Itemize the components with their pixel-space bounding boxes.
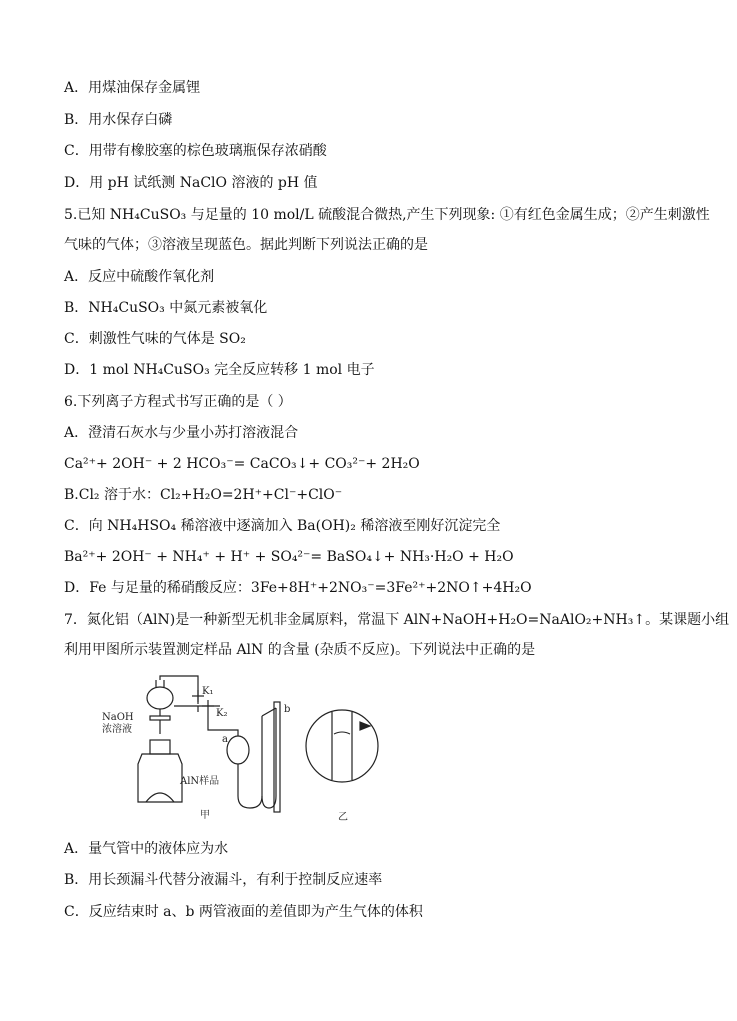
q5-stem-line2: 气味的气体；③溶液呈现蓝色。据此判断下列说法正确的是 (64, 237, 428, 253)
a-label: a (222, 734, 228, 745)
flask-neck (150, 740, 170, 754)
q5-stem-line1: 5.已知 NH₄CuSO₃ 与足量的 10 mol/L 硫酸混合微热,产生下列现象: ①有红色金属生成；②产生刺激性 (64, 207, 710, 223)
q6-option-a: A．澄清石灰水与少量小苏打溶液混合 (64, 425, 299, 441)
q7-option-a: A．量气管中的液体应为水 (64, 841, 229, 857)
burette-meniscus-view (306, 710, 378, 782)
q5-option-d: D．1 mol NH₄CuSO₃ 完全反应转移 1 mol 电子 (64, 362, 375, 378)
separatory-funnel-bulb (147, 687, 173, 709)
q4-option-d: D．用 pH 试纸测 NaClO 溶液的 pH 值 (64, 175, 318, 191)
q4-option-b: B．用水保存白磷 (64, 112, 173, 128)
b-label: b (284, 704, 291, 715)
q5-option-c: C．刺激性气味的气体是 SO₂ (64, 331, 246, 347)
q7-stem-line1: 7．氮化铝（AlN)是一种新型无机非金属原料，常温下 AlN+NaOH+H₂O=NaAlO₂+NH₃↑。某课题小组 (64, 612, 730, 628)
q6-option-b: B.Cl₂ 溶于水：Cl₂+H₂O=2H⁺+Cl⁻+ClO⁻ (64, 487, 343, 503)
q4-option-c: C．用带有橡胶塞的棕色玻璃瓶保存浓硝酸 (64, 143, 327, 159)
k1-label: K₁ (202, 686, 214, 697)
q6-stem: 6.下列离子方程式书写正确的是（ ） (64, 394, 292, 410)
q5-option-b: B．NH₄CuSO₃ 中氮元素被氧化 (64, 300, 268, 316)
q6-option-a-equation: Ca²⁺+ 2OH⁻ + 2 HCO₃⁻= CaCO₃↓+ CO₃²⁻+ 2H₂O (64, 456, 420, 472)
sample-label: AlN样品 (180, 776, 220, 787)
q7-stem-line2: 利用甲图所示装置测定样品 AlN 的含量 (杂质不反应)。下列说法中正确的是 (64, 642, 536, 658)
apparatus-figure (90, 672, 410, 832)
apparatus-diagram (90, 672, 410, 832)
naoh-label: NaOH (102, 712, 134, 723)
rubber-tube (238, 716, 262, 808)
reaction-flask (138, 754, 182, 802)
naoh-solution-label: 浓溶液 (102, 724, 132, 735)
sample-pile (146, 793, 174, 802)
yi-label: 乙 (338, 812, 348, 823)
leveling-bulb-a (227, 736, 249, 764)
k2-label: K₂ (216, 708, 228, 719)
eye-marker (360, 722, 370, 730)
q4-option-a: A．用煤油保存金属锂 (64, 80, 201, 96)
funnel-stopcock (150, 716, 170, 720)
q7-option-b: B．用长颈漏斗代替分液漏斗，有利于控制反应速率 (64, 872, 383, 888)
q6-option-c: C．向 NH₄HSO₄ 稀溶液中逐滴加入 Ba(OH)₂ 稀溶液至刚好沉淀完全 (64, 518, 501, 534)
q6-option-d: D．Fe 与足量的稀硝酸反应：3Fe+8H⁺+2NO₃⁻=3Fe²⁺+2NO↑+4H₂O (64, 580, 532, 596)
jia-label: 甲 (200, 810, 210, 821)
q6-option-c-equation: Ba²⁺+ 2OH⁻ + NH₄⁺ + H⁺ + SO₄²⁻= BaSO₄↓+ NH₃·H₂O + H₂O (64, 549, 514, 565)
pressure-equalizing-tube (160, 676, 198, 704)
gas-burette-b (274, 702, 280, 812)
q5-option-a: A．反应中硫酸作氧化剂 (64, 269, 215, 285)
q7-option-c: C．反应结束时 a、b 两管液面的差值即为产生气体的体积 (64, 904, 423, 920)
